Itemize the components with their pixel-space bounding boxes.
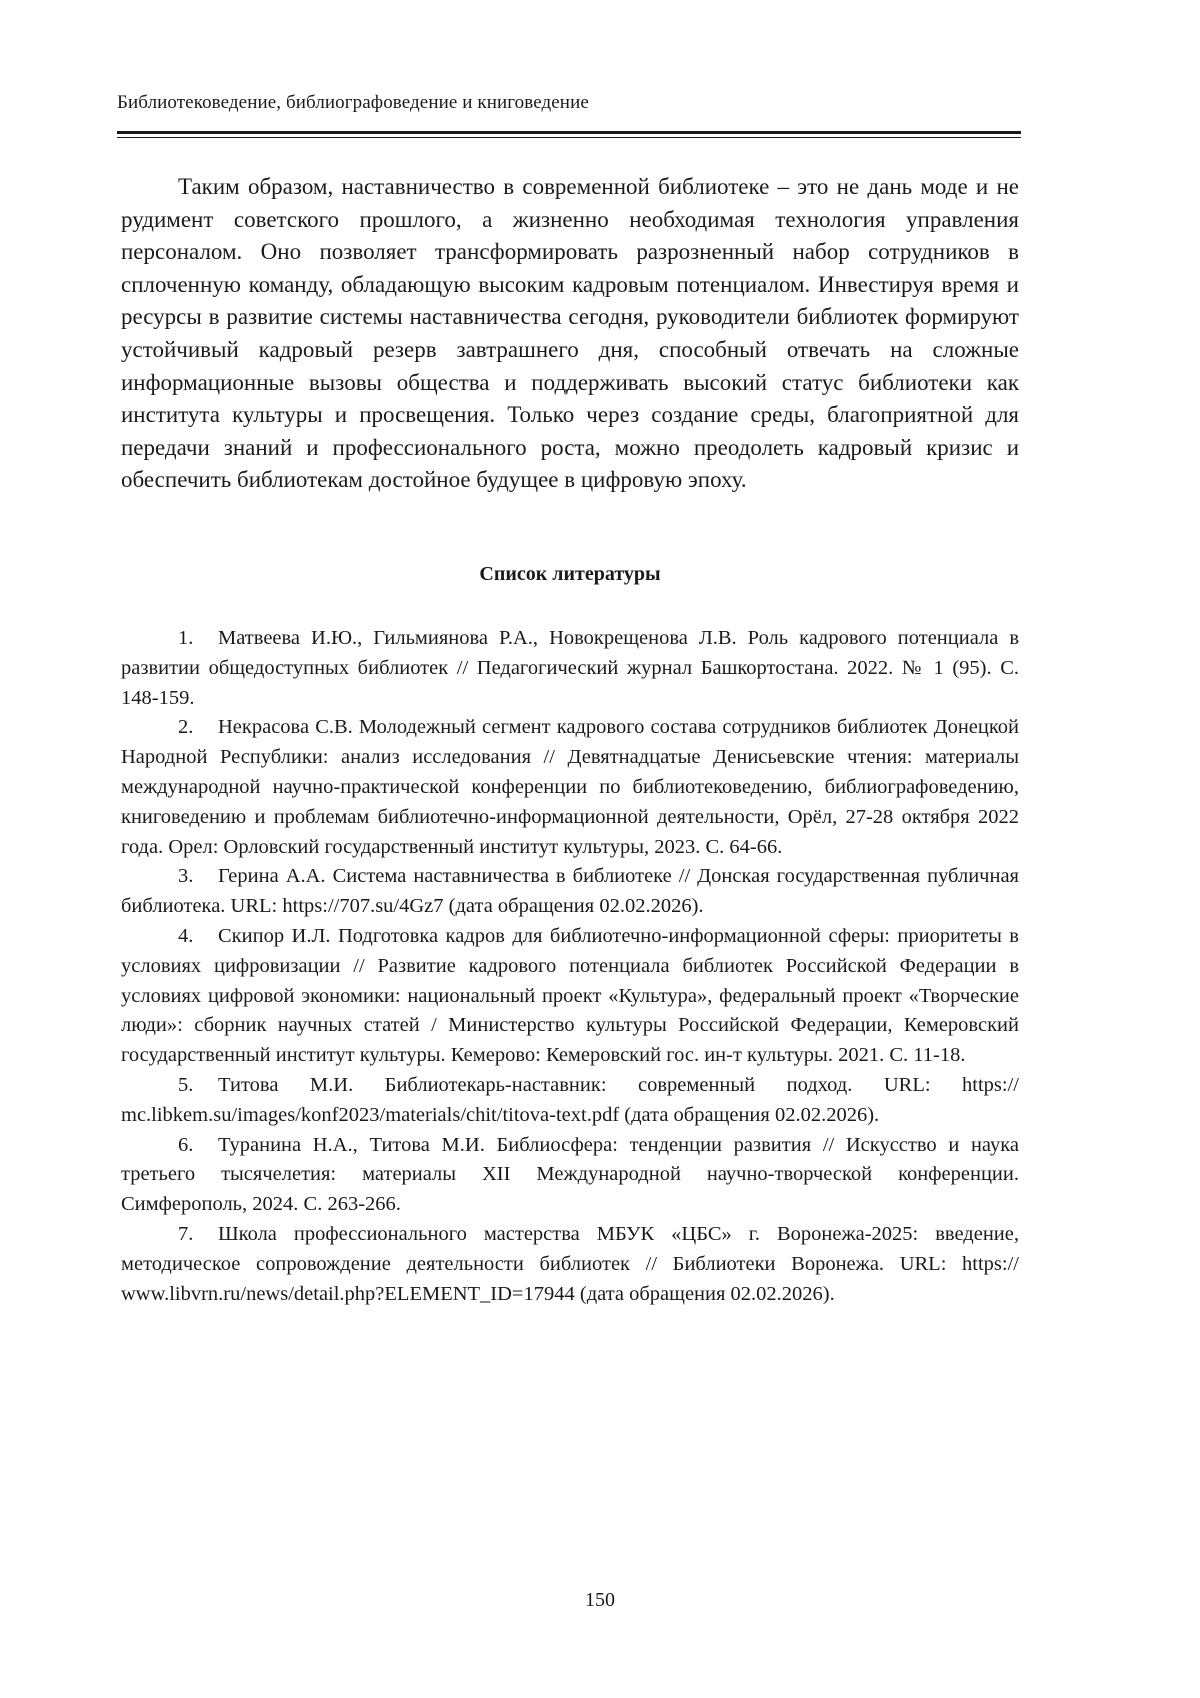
reference-item <box>121 1071 1019 1131</box>
reference-text: Матвеева И.Ю., Гильмиянова Р.А., Новокрещенова Л.В. Роль кадрового потенциала в развитии общедоступных библиотек // Педагогический журнал Башкортостана. 2022. № 1 (95). С. 148-159. <box>121 627 1019 709</box>
reference-number: 3. <box>178 865 194 888</box>
reference-number: 1. <box>178 627 194 649</box>
reference-text: Герина А.А. Система наставничества в библиотеке // Донская государственная публичная библиотека. URL: https://707.su/4Gz7 (дата обращения 02.02.2026). <box>121 865 1019 918</box>
reference-number: 2. <box>178 716 194 739</box>
running-header: Библиотековедение, библиографоведение и книговедение <box>117 92 589 113</box>
reference-item <box>121 862 1019 922</box>
header-rule-thick <box>117 131 1021 134</box>
reference-text: Школа профессионального мастерства МБУК «ЦБС» г. Воронежа-2025: введение, методическое сопровождение деятельности библиотек // Библиотеки Воронежа. URL: https:// www.libvrn.ru/news/detail.php?ELEMENT_ID=17944 (дата обращения 02.02.2026). <box>121 1222 1019 1305</box>
reference-item <box>121 1131 1019 1220</box>
references-list <box>121 624 1019 1309</box>
reference-text: Скипор И.Л. Подготовка кадров для библиотечно-информационной сферы: приоритеты в условиях цифровизации // Развитие кадрового потенциала библиотек Российской Федерации в условиях цифровой экономики: национальный проект «Культура», федеральный проект «Творческие люди»: сборник научных статей / Министерство культуры Российской Федерации, Кемеровский государственный институт культуры. Кемерово: Кемеровский гос. ин-т культуры. 2021. С. 11-18. <box>121 924 1019 1067</box>
references-title: Список литературы <box>479 563 661 585</box>
reference-item <box>121 922 1019 1071</box>
reference-text: Туранина Н.А., Титова М.И. Библиосфера: тенденции развития // Искусство и наука третьего тысячелетия: материалы XII Международной научно-творческой конференции. Симферополь, 2024. С. 263-266. <box>121 1133 1019 1216</box>
header-rule-thin <box>117 137 1021 138</box>
reference-text: Некрасова С.В. Молодежный сегмент кадрового состава сотрудников библиотек Донецкой Народной Республики: анализ исследования // Девятнадцатые Денисьевские чтения: материалы международной научно-практической конференции по библиотековедению, библиографоведению, книговедению и проблемам библиотечно-информационной деятельности, Орёл, 27-28 октября 2022 года. Орел: Орловский государственный институт культуры, 2023. С. 64-66. <box>121 716 1019 858</box>
reference-text: Титова М.И. Библиотекарь-наставник: современный подход. URL: https:// mc.libkem.su/images/konf2023/materials/chit/titova-text.pdf (дата обращения 02.02.2026). <box>121 1073 1019 1126</box>
reference-number: 7. <box>178 1222 194 1245</box>
reference-number: 4. <box>178 924 194 947</box>
reference-number: 6. <box>178 1133 194 1156</box>
page-number: 150 <box>585 1589 615 1611</box>
reference-number: 5. <box>178 1073 194 1096</box>
reference-item <box>121 1220 1019 1309</box>
body-paragraph: Таким образом, наставничество в современной библиотеке – это не дань моде и не рудимент советского прошлого, а жизненно необходимая технология управления персоналом. Оно позволяет трансформировать разрозненный набор сотрудников в сплоченную команду, обладающую высоким кадровым потенциалом. Инвестируя время и ресурсы в развитие системы наставничества сегодня, руководители библиотек формируют устойчивый кадровый резерв завтрашнего дня, способный отвечать на сложные информационные вызовы общества и поддерживать высокий статус библиотеки как института культуры и просвещения. Только через создание среды, благоприятной для передачи знаний и профессионального роста, можно преодолеть кадровый кризис и обеспечить библиотекам достойное будущее в цифровую эпоху. <box>121 174 1019 493</box>
reference-item <box>121 713 1019 862</box>
reference-item <box>121 624 1019 713</box>
